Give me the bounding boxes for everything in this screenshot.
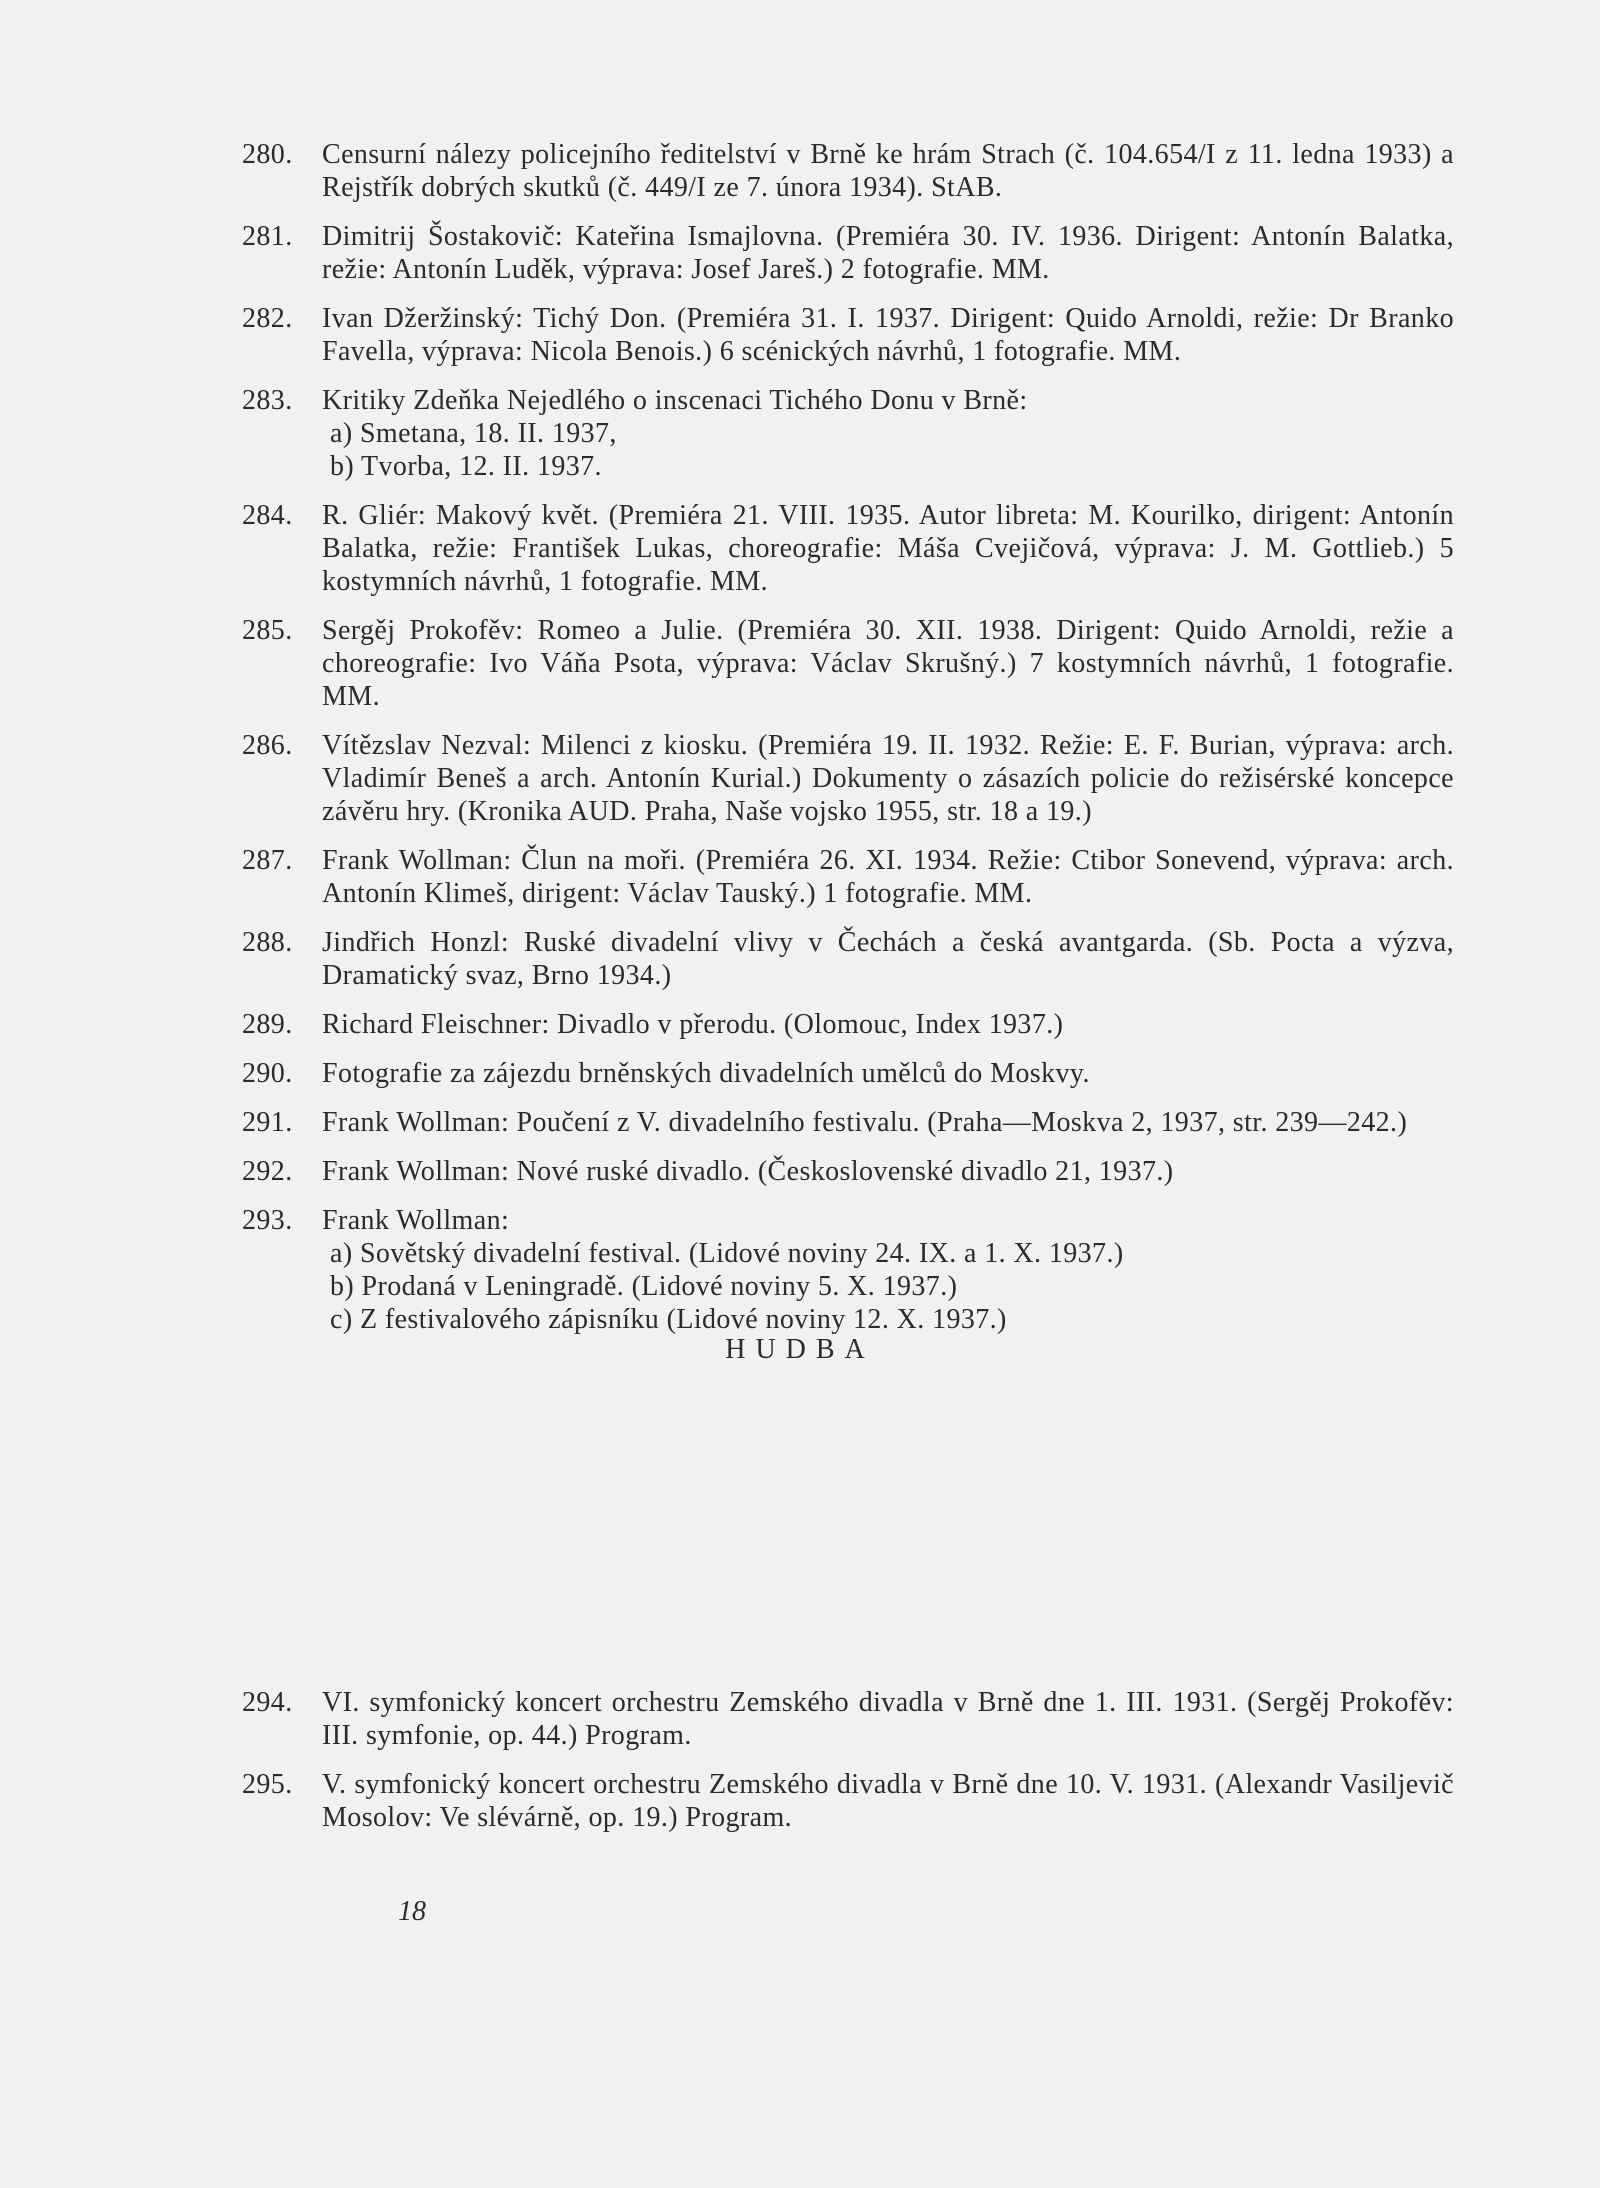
entry-text: Fotografie za zájezdu brněnských divadelních umělců do Moskvy. xyxy=(322,1058,1090,1089)
entry-number: 294. xyxy=(242,1687,293,1718)
entry-number: 282. xyxy=(242,303,293,334)
entry-number: 295. xyxy=(242,1769,293,1800)
page-number: 18 xyxy=(398,1896,426,1927)
entry-subitem: a) Sovětský divadelní festival. (Lidové noviny 24. IX. a 1. X. 1937.) xyxy=(330,1238,1124,1269)
entry-number: 290. xyxy=(242,1058,293,1089)
entry-list-music xyxy=(242,1686,1454,1850)
entry-289 xyxy=(242,1008,1454,1041)
entry-280 xyxy=(242,138,1454,204)
entry-subitem: a) Smetana, 18. II. 1937, xyxy=(330,418,617,449)
entry-294 xyxy=(242,1686,1454,1752)
entry-282 xyxy=(242,302,1454,368)
entry-number: 291. xyxy=(242,1107,293,1138)
entry-list-theatre xyxy=(242,138,1454,1352)
entry-292 xyxy=(242,1155,1454,1188)
section-heading-hudba: HUDBA xyxy=(725,1334,875,1365)
entry-text: R. Gliér: Makový květ. (Premiéra 21. VIII. 1935. Autor libreta: M. Kourilko, dirigent: Antonín Balatka, režie: František Lukas, choreografie: Máša Cvejičová, výprava: J. M. Gottlieb.) 5 kostymních návrhů, 1 fotografie. MM. xyxy=(322,500,1454,597)
entry-text: Frank Wollman: Poučení z V. divadelního festivalu. (Praha—Moskva 2, 1937, str. 239—242.) xyxy=(322,1107,1408,1138)
entry-body xyxy=(322,1204,1454,1336)
entry-number: 284. xyxy=(242,500,293,531)
entry-text: V. symfonický koncert orchestru Zemského divadla v Brně dne 10. V. 1931. (Alexandr Vasiljevič Mosolov: Ve slévárně, op. 19.) Program. xyxy=(322,1769,1454,1833)
entry-text: Sergěj Prokofěv: Romeo a Julie. (Premiéra 30. XII. 1938. Dirigent: Quido Arnoldi, režie a choreografie: Ivo Váňa Psota, výprava: Václav Skrušný.) 7 kostymních návrhů, 1 fotografie. MM. xyxy=(322,615,1454,712)
entry-body xyxy=(322,384,1454,483)
entry-text: Frank Wollman: xyxy=(322,1205,510,1236)
entry-subitem: c) Z festivalového zápisníku (Lidové noviny 12. X. 1937.) xyxy=(330,1304,1007,1335)
entry-text: Jindřich Honzl: Ruské divadelní vlivy v Čechách a česká avantgarda. (Sb. Pocta a výzva, Dramatický svaz, Brno 1934.) xyxy=(322,927,1454,991)
entry-number: 292. xyxy=(242,1156,293,1187)
entry-number: 285. xyxy=(242,615,293,646)
entry-subitem: b) Prodaná v Leningradě. (Lidové noviny 5. X. 1937.) xyxy=(330,1271,958,1302)
entry-text: VI. symfonický koncert orchestru Zemského divadla v Brně dne 1. III. 1931. (Sergěj Prokofěv: III. symfonie, op. 44.) Program. xyxy=(322,1687,1454,1751)
entry-number: 281. xyxy=(242,221,293,252)
entry-text: Frank Wollman: Nové ruské divadlo. (Československé divadlo 21, 1937.) xyxy=(322,1156,1174,1187)
entry-287 xyxy=(242,844,1454,910)
entry-number: 283. xyxy=(242,385,293,416)
entry-288 xyxy=(242,926,1454,992)
entry-281 xyxy=(242,220,1454,286)
entry-text: Ivan Džeržinský: Tichý Don. (Premiéra 31. I. 1937. Dirigent: Quido Arnoldi, režie: Dr Branko Favella, výprava: Nicola Benois.) 6 scénických návrhů, 1 fotografie. MM. xyxy=(322,303,1454,367)
entry-text: Censurní nálezy policejního ředitelství v Brně ke hrám Strach (č. 104.654/I z 11. ledna 1933) a Rejstřík dobrých skutků (č. 449/I ze 7. února 1934). StAB. xyxy=(322,139,1454,203)
entry-295 xyxy=(242,1768,1454,1834)
entry-text: Richard Fleischner: Divadlo v přerodu. (Olomouc, Index 1937.) xyxy=(322,1009,1064,1040)
entry-text: Frank Wollman: Člun na moři. (Premiéra 26. XI. 1934. Režie: Ctibor Sonevend, výprava: arch. Antonín Klimeš, dirigent: Václav Tauský.) 1 fotografie. MM. xyxy=(322,845,1454,909)
entry-subitem: b) Tvorba, 12. II. 1937. xyxy=(330,451,602,482)
entry-number: 288. xyxy=(242,927,293,958)
entry-number: 287. xyxy=(242,845,293,876)
entry-286 xyxy=(242,729,1454,828)
entry-number: 280. xyxy=(242,139,293,170)
entry-290 xyxy=(242,1057,1454,1090)
entry-text: Kritiky Zdeňka Nejedlého o inscenaci Tichého Donu v Brně: xyxy=(322,385,1028,416)
entry-283 xyxy=(242,384,1454,483)
entry-285 xyxy=(242,614,1454,713)
entry-number: 286. xyxy=(242,730,293,761)
entry-284 xyxy=(242,499,1454,598)
entry-number: 293. xyxy=(242,1205,293,1236)
entry-text: Dimitrij Šostakovič: Kateřina Ismajlovna. (Premiéra 30. IV. 1936. Dirigent: Antonín Balatka, režie: Antonín Luděk, výprava: Josef Jareš.) 2 fotografie. MM. xyxy=(322,221,1454,285)
entry-text: Vítězslav Nezval: Milenci z kiosku. (Premiéra 19. II. 1932. Režie: E. F. Burian, výprava: arch. Vladimír Beneš a arch. Antonín Kurial.) Dokumenty o zásazích policie do režisérské koncepce závěru hry. (Kronika AUD. Praha, Naše vojsko 1955, str. 18 a 19.) xyxy=(322,730,1454,827)
entry-number: 289. xyxy=(242,1009,293,1040)
entry-293 xyxy=(242,1204,1454,1336)
entry-291 xyxy=(242,1106,1454,1139)
